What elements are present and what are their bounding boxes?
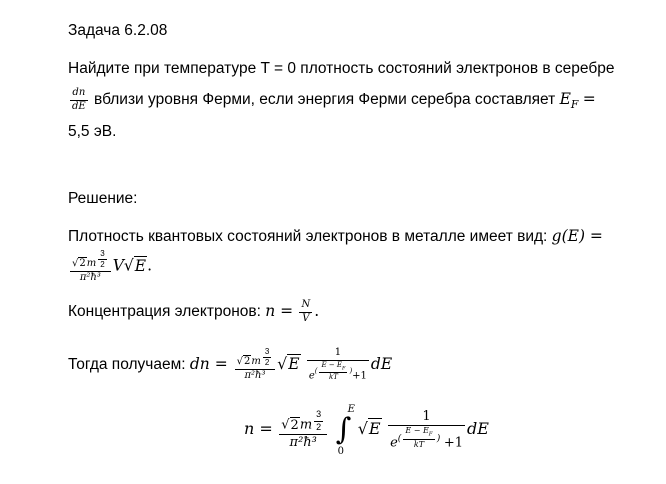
then-line: Тогда получаем: dn = √2m $^{\frac{3}{2}}$ π²ħ³ √E 1 $e^{( \frac{E - E_F}{kT} )}+1$ dE bbox=[68, 347, 393, 382]
dn-dE-fraction: $\frac{dn}{dE}$ bbox=[72, 87, 86, 112]
problem-line-3: 5,5 эВ. bbox=[68, 123, 117, 140]
concentration-line: Концентрация электронов: n = $\frac{N}{V}$ . bbox=[68, 299, 320, 324]
task-title: Задача 6.2.08 bbox=[68, 22, 168, 39]
g-of-E: g(E) = bbox=[551, 227, 603, 245]
integral-fermi-fraction: 1 $e^{( \frac{E - E_F}{kT} )} +1$ bbox=[390, 409, 464, 450]
problem-line-2: $\frac{dn}{dE}$ вблизи уровня Ферми, если энергия Ферми серебра составляет $E_F$ = bbox=[72, 87, 596, 112]
problem-line-1: Найдите при температуре T = 0 плотность состояний электронов в серебре bbox=[68, 60, 615, 77]
density-fraction: √2m $^{\frac{3}{2}}$ π²ħ³ bbox=[70, 250, 111, 283]
density-line: Плотность квантовых состояний электронов в металле имеет вид: g(E) = bbox=[68, 227, 603, 245]
integral-formula: n = √2m $^{\frac{3}{2}}$ π²ħ³ ∫ E 0 √E 1 $e^{( \frac{E - E_F}{kT} )} +1$ dE bbox=[244, 404, 489, 458]
integral-prefactor: √2m $^{\frac{3}{2}}$ π²ħ³ bbox=[279, 410, 327, 449]
fermi-energy-symbol: $E_F$ bbox=[559, 90, 579, 112]
then-fraction-1: √2m $^{\frac{3}{2}}$ π²ħ³ bbox=[235, 348, 276, 381]
solution-heading: Решение: bbox=[68, 190, 138, 207]
density-formula: √2m $^{\frac{3}{2}}$ π²ħ³ V√E. bbox=[72, 249, 153, 283]
N-over-V: $\frac{N}{V}$ bbox=[301, 299, 311, 324]
fermi-dirac-fraction: 1 $e^{( \frac{E - E_F}{kT} )}+1$ bbox=[308, 347, 367, 382]
integral-sign: ∫ E 0 bbox=[335, 404, 355, 458]
